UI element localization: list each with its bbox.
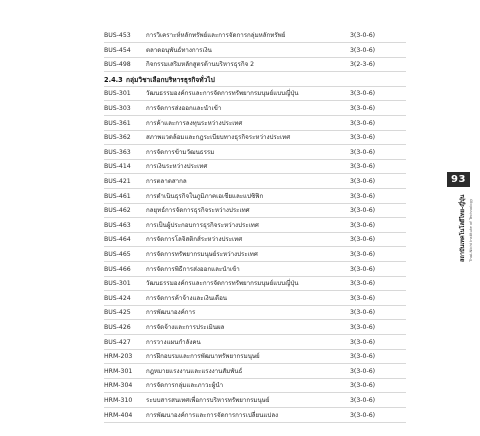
course-credit: 3(3-0-6) — [350, 324, 376, 331]
course-credit: 3(3-0-6) — [350, 178, 376, 185]
institute-side-label — [446, 192, 472, 262]
course-title: กิจกรรมเสริมหลักสูตรด้านบริหารธุรกิจ 2 — [146, 61, 255, 69]
course-credit: 3(3-0-6) — [350, 309, 376, 317]
section-title: กลุ่มวิชาเลือกบริหารธุรกิจทั่วไป — [126, 75, 215, 84]
course-code: BUS-421 — [104, 178, 131, 185]
institute-name-thai: สถาบันเทคโนโลยีไทย-ญี่ปุ่น — [460, 194, 466, 262]
course-code: BUS-498 — [104, 61, 131, 69]
course-credit: 3(3-0-6) — [350, 411, 376, 419]
course-credit: 3(3-0-6) — [350, 265, 376, 273]
course-credit: 3(3-0-6) — [350, 207, 376, 215]
course-row — [0, 350, 420, 364]
course-title: การเงินระหว่างประเทศ — [146, 163, 208, 171]
course-code: BUS-425 — [104, 309, 131, 317]
course-code: BUS-454 — [104, 46, 131, 54]
course-credit: 3(3-0-6) — [350, 367, 376, 375]
course-title: วัฒนธรรมองค์กรและการจัดการทรัพยากรมนุษย์แบบญี่ปุ่น — [146, 280, 299, 288]
course-code: BUS-426 — [104, 324, 131, 331]
course-title: การจัดการพิธีการส่งออกและนำเข้า — [146, 265, 240, 273]
course-credit: 3(3-0-6) — [350, 192, 376, 200]
course-title: การจัดการข้ามวัฒนธรรม — [146, 148, 215, 156]
course-row — [0, 248, 420, 262]
course-code: BUS-362 — [104, 134, 131, 142]
course-code: BUS-414 — [104, 163, 131, 171]
course-credit: 3(3-0-6) — [350, 148, 376, 156]
course-code: BUS-466 — [104, 265, 131, 273]
course-title: การพัฒนาองค์การ — [146, 309, 196, 317]
course-code: BUS-363 — [104, 148, 131, 156]
course-row — [0, 394, 420, 408]
course-title: การจัดการส่งออกและนำเข้า — [146, 105, 222, 112]
course-row — [0, 306, 420, 320]
course-code: BUS-301 — [104, 90, 131, 98]
course-code: BUS-464 — [104, 236, 131, 244]
course-row — [0, 146, 420, 160]
course-row — [0, 277, 420, 291]
course-code: BUS-465 — [104, 251, 131, 258]
course-row — [0, 365, 420, 379]
course-title: กฎหมายแรงงานและแรงงานสัมพันธ์ — [146, 367, 243, 375]
course-code: HRM-404 — [104, 411, 133, 419]
course-row — [0, 29, 420, 43]
course-code: BUS-463 — [104, 221, 131, 229]
course-row — [0, 160, 420, 174]
course-code: BUS-301 — [104, 280, 131, 288]
course-credit: 3(3-0-6) — [350, 32, 376, 39]
course-title: การวิเคราะห์หลักทรัพย์และการจัดการกลุ่มหลักทรัพย์ — [146, 32, 286, 39]
course-code: BUS-303 — [104, 105, 131, 112]
institute-name-english: Thai-Nichi Institute of Technology — [468, 198, 473, 262]
section-heading — [0, 73, 420, 87]
course-title: การเป็นผู้ประกอบการธุรกิจระหว่างประเทศ — [146, 221, 259, 229]
course-row — [0, 117, 420, 131]
section-number: 2.4.3 — [104, 75, 123, 84]
course-title: วัฒนธรรมองค์กรและการจัดการทรัพยากรมนุษย์แบบญี่ปุ่น — [146, 90, 299, 98]
course-code: BUS-453 — [104, 32, 131, 39]
course-row — [0, 379, 420, 393]
course-row — [0, 131, 420, 145]
course-title: สภาพแวดล้อมและกฎระเบียบทางธุรกิจระหว่างประเทศ — [146, 134, 291, 142]
course-credit: 3(2-3-6) — [350, 61, 376, 69]
course-code: BUS-462 — [104, 207, 131, 215]
course-title: ตลาดอนุพันธ์ทางการเงิน — [146, 46, 212, 54]
course-code: BUS-361 — [104, 119, 131, 127]
course-row — [0, 233, 420, 247]
course-code: HRM-301 — [104, 367, 133, 375]
course-row — [0, 204, 420, 218]
course-credit: 3(3-0-6) — [350, 163, 376, 171]
row-divider — [104, 422, 406, 423]
course-row — [0, 321, 420, 335]
course-credit: 3(3-0-6) — [350, 119, 376, 127]
course-title: การวางแผนกำลังคน — [146, 338, 201, 346]
course-code: BUS-427 — [104, 338, 131, 346]
course-title: การพัฒนาองค์การและการจัดการการเปลี่ยนแปลง — [146, 411, 279, 419]
course-credit: 3(3-0-6) — [350, 382, 376, 390]
course-row — [0, 175, 420, 189]
course-title: การดำเนินธุรกิจในภูมิภาคเอเชียและแปซิฟิก — [146, 192, 264, 200]
course-title: การจัดการทรัพยากรมนุษย์ระหว่างประเทศ — [146, 251, 258, 258]
course-title: การฝึกอบรมและการพัฒนาทรัพยากรมนุษย์ — [146, 353, 260, 361]
course-row — [0, 58, 420, 72]
course-title: การจัดการกลุ่มและภาวะผู้นำ — [146, 382, 224, 390]
course-row — [0, 102, 420, 116]
course-title: กลยุทธ์การจัดการธุรกิจระหว่างประเทศ — [146, 207, 250, 215]
course-credit: 3(3-0-6) — [350, 280, 376, 288]
course-row — [0, 292, 420, 306]
course-credit: 3(3-0-6) — [350, 90, 376, 98]
course-row — [0, 44, 420, 58]
course-code: HRM-203 — [104, 353, 133, 361]
course-row — [0, 219, 420, 233]
course-credit: 3(3-0-6) — [350, 353, 376, 361]
course-title: ระบบสารสนเทศเพื่อการบริหารทรัพยากรมนุษย์ — [146, 397, 270, 404]
course-credit: 3(3-0-6) — [350, 397, 376, 404]
course-credit: 3(3-0-6) — [350, 251, 376, 258]
course-title: การจัดการโลจิสติกส์ระหว่างประเทศ — [146, 236, 243, 244]
course-row — [0, 190, 420, 204]
page-number: 93 — [447, 172, 470, 187]
course-title: การตลาดสากล — [146, 178, 187, 185]
course-credit: 3(3-0-6) — [350, 46, 376, 54]
course-title: การค้าและการลงทุนระหว่างประเทศ — [146, 119, 243, 127]
course-row — [0, 263, 420, 277]
course-code: BUS-424 — [104, 294, 131, 302]
course-title: การจัดจ้างและการประเมินผล — [146, 324, 225, 331]
course-code: HRM-310 — [104, 397, 133, 404]
course-credit: 3(3-0-6) — [350, 338, 376, 346]
course-code: BUS-461 — [104, 192, 131, 200]
course-code: HRM-304 — [104, 382, 133, 390]
course-credit: 3(3-0-6) — [350, 105, 376, 112]
course-row — [0, 409, 420, 423]
course-credit: 3(3-0-6) — [350, 294, 376, 302]
course-credit: 3(3-0-6) — [350, 236, 376, 244]
course-row — [0, 336, 420, 350]
course-credit: 3(3-0-6) — [350, 134, 376, 142]
course-credit: 3(3-0-6) — [350, 221, 376, 229]
course-title: การจัดการค้าจ้างและเงินเดือน — [146, 294, 228, 302]
course-row — [0, 87, 420, 101]
